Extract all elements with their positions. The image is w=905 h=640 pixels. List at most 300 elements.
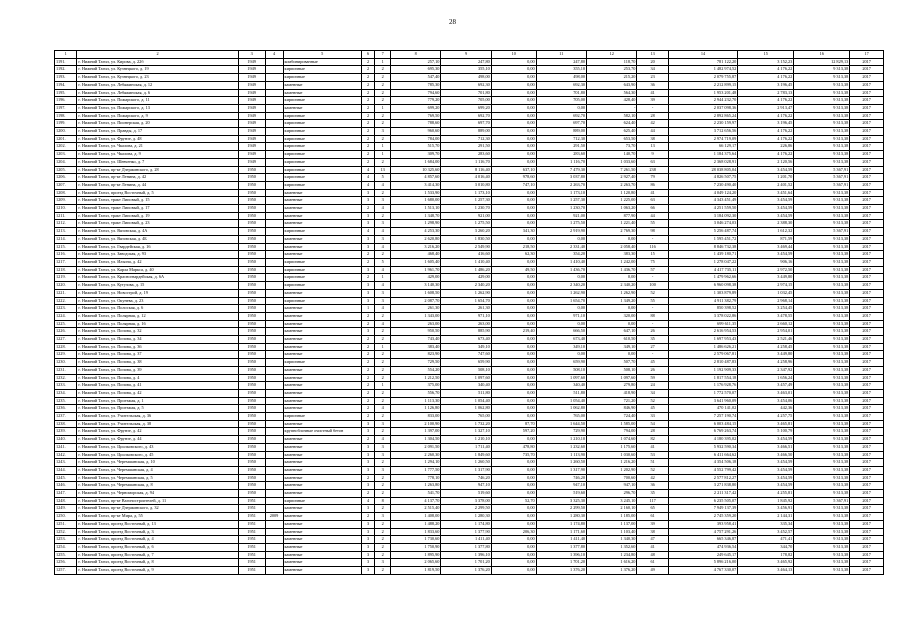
table-cell: 1 750,90 — [391, 544, 441, 552]
table-cell: г. Нижний Тагил, ул. Ильича, д. 42 — [77, 258, 238, 266]
table-cell: 769,50 — [391, 112, 441, 120]
table-cell — [265, 559, 283, 567]
table-cell: 1950 — [238, 482, 265, 490]
table-cell: 9 313,38 — [794, 428, 850, 436]
table-row — [55, 120, 884, 128]
table-cell: 9 313,38 — [794, 266, 850, 274]
table-cell — [265, 181, 283, 189]
table-cell: 349,10 — [441, 343, 491, 351]
table-cell: 2 230 159,97 — [668, 120, 737, 128]
table-cell: г. Нижний Тагил, ул. Попова, д. 42 — [77, 389, 238, 397]
table-cell: 9 313,38 — [794, 135, 850, 143]
table-cell: 3 449,80 — [738, 351, 794, 359]
table-cell: каменные — [283, 289, 361, 297]
table-cell: 2017 — [850, 66, 884, 74]
table-cell: 1951 — [238, 567, 265, 575]
table-cell: 1 352,60 — [587, 544, 637, 552]
table-cell: 9 313,38 — [794, 128, 850, 136]
table-cell — [265, 520, 283, 528]
table-cell: 1950 — [238, 328, 265, 336]
table-cell: 511,80 — [536, 389, 586, 397]
table-cell: 2 — [375, 81, 391, 89]
table-cell: 3 454,59 — [738, 205, 794, 213]
table-cell: кирпичные — [283, 74, 361, 82]
table-cell: 344,70 — [738, 544, 794, 552]
table-cell: 0,00 — [491, 482, 536, 490]
table-cell: 0,00 — [491, 104, 536, 112]
table-row — [55, 104, 884, 112]
table-cell: 7 479,30 — [536, 166, 586, 174]
table-cell: г. Нижний Тагил, ул. Кузнецкого, д. 19 — [77, 66, 238, 74]
table-cell: 3 457,49 — [738, 382, 794, 390]
table-cell: 3 — [375, 235, 391, 243]
table-cell: 0,00 — [491, 343, 536, 351]
table-cell: 416,60 — [441, 251, 491, 259]
table-cell: кирпичные — [283, 143, 361, 151]
table-cell: г. Нижний Тагил, ул. Вязовская, д. 4А — [77, 228, 238, 236]
table-row — [55, 228, 884, 236]
table-cell: 2017 — [850, 112, 884, 120]
table-cell: 0,00 — [536, 235, 586, 243]
table-cell: 471,41 — [738, 536, 794, 544]
table-cell: 1251. — [55, 520, 77, 528]
table-cell: 1950 — [238, 366, 265, 374]
table-cell: 2017 — [850, 544, 884, 552]
table-cell: 2017 — [850, 258, 884, 266]
table-cell: 960,60 — [391, 128, 441, 136]
table-cell: 508,10 — [536, 366, 586, 374]
table-cell: 2017 — [850, 474, 884, 482]
table-cell: 2 — [375, 359, 391, 367]
table-cell — [265, 428, 283, 436]
table-cell: 2017 — [850, 428, 884, 436]
table-cell: 700,60 — [587, 474, 637, 482]
table-cell: г. Нижний Тагил, ул. Карла Маркса, д. 40 — [77, 266, 238, 274]
table-cell: г. Нижний Тагил, ул. Полоская, д. 6 — [77, 305, 238, 313]
table-cell — [265, 251, 283, 259]
table-cell: 6 960 098,38 — [668, 282, 737, 290]
table-row — [55, 382, 884, 390]
table-cell: 9 313,38 — [794, 366, 850, 374]
table-cell: 9 313,38 — [794, 89, 850, 97]
table-cell: 0,00 — [491, 397, 536, 405]
table-cell: 1253. — [55, 536, 77, 544]
table-cell — [265, 336, 283, 344]
table-cell: 1 275,50 — [441, 220, 491, 228]
table-row — [55, 74, 884, 82]
table-cell: 2017 — [850, 466, 884, 474]
table-cell: 508,10 — [441, 366, 491, 374]
table-cell — [265, 274, 283, 282]
table-cell: 950,50 — [391, 328, 441, 336]
table-cell: 1950 — [238, 374, 265, 382]
table-cell: 1 097,60 — [536, 374, 586, 382]
table-cell: 62,30 — [491, 251, 536, 259]
table-cell — [265, 258, 283, 266]
table-cell: 2017 — [850, 343, 884, 351]
table-cell: 42 — [637, 474, 668, 482]
table-cell: 1248. — [55, 497, 77, 505]
table-row — [55, 428, 884, 436]
table-cell: 1 — [375, 274, 391, 282]
table-cell: 4 — [361, 497, 374, 505]
table-cell: 1 221,40 — [587, 220, 637, 228]
table-cell: 1 397,00 — [391, 428, 441, 436]
table-cell: 1950 — [238, 181, 265, 189]
table-cell: 498,00 — [536, 74, 586, 82]
table-cell: 2 944 232,70 — [668, 97, 737, 105]
table-cell: 3 — [361, 451, 374, 459]
table-cell: г. Нижний Тагил, пр-кт Вагоностроителей, д. 11 — [77, 497, 238, 505]
table-cell: каменные — [283, 528, 361, 536]
table-cell: 9 313,38 — [794, 397, 850, 405]
table-cell: 889,00 — [441, 128, 491, 136]
table-cell: 2 — [361, 158, 374, 166]
table-cell: 3 454,59 — [738, 482, 794, 490]
table-cell — [265, 174, 283, 182]
table-cell: 4 — [375, 405, 391, 413]
table-cell: 947,10 — [587, 482, 637, 490]
table-cell: 226,86 — [738, 143, 794, 151]
table-cell: 2 — [375, 474, 391, 482]
table-cell: г. Нижний Тагил, ул. Черноморская, д. 94 — [77, 490, 238, 498]
table-cell: 1 348,70 — [391, 212, 441, 220]
table-row — [55, 351, 884, 359]
table-cell: 5 367,91 — [794, 181, 850, 189]
table-cell: 3 — [375, 513, 391, 521]
table-cell: 9 313,38 — [794, 359, 850, 367]
table-cell: 2017 — [850, 81, 884, 89]
table-cell: 0,00 — [491, 436, 536, 444]
table-cell: 340,40 — [536, 382, 586, 390]
table-cell: 3 — [361, 420, 374, 428]
table-cell: г. Нижний Тагил, пр-кт Дзержинского, д. 28 — [77, 166, 238, 174]
table-cell: 695,30 — [391, 66, 441, 74]
table-cell: 291,50 — [536, 143, 586, 151]
table-cell: 4 — [375, 305, 391, 313]
table-cell: 2 — [361, 389, 374, 397]
table-cell: 38 — [637, 528, 668, 536]
table-cell: 2 065,60 — [391, 559, 441, 567]
table-cell: 0,00 — [491, 66, 536, 74]
column-header: 10 — [491, 51, 536, 59]
table-row — [55, 243, 884, 251]
table-cell: 1228. — [55, 343, 77, 351]
table-cell: г. Нижний Тагил, ул. Учительская, д. 38 — [77, 420, 238, 428]
table-cell: кирпичные — [283, 135, 361, 143]
table-cell: кирпичные — [283, 158, 361, 166]
table-row — [55, 258, 884, 266]
table-cell: г. Нижний Тагил, проезд Восточный, д. 7 — [77, 551, 238, 559]
table-cell: - — [637, 320, 668, 328]
table-cell: 2017 — [850, 289, 884, 297]
table-cell: 1 097,60 — [587, 374, 637, 382]
table-cell: 1949 — [238, 158, 265, 166]
table-row — [55, 143, 884, 151]
table-cell: 1 257,30 — [441, 197, 491, 205]
table-cell: 3 152,23 — [738, 58, 794, 66]
table-cell: 2 — [375, 428, 391, 436]
table-cell — [265, 312, 283, 320]
table-cell: 3 — [361, 235, 374, 243]
table-cell: 1 488,20 — [391, 520, 441, 528]
table-cell: 1950 — [238, 428, 265, 436]
table-cell: 0,00 — [491, 351, 536, 359]
table-cell: 1 216,20 — [587, 459, 637, 467]
table-cell: 0,00 — [491, 544, 536, 552]
table-cell: каменные — [283, 312, 361, 320]
table-cell — [265, 474, 283, 482]
table-cell: 26 — [637, 366, 668, 374]
table-cell: 705,00 — [536, 97, 586, 105]
table-cell: 1 616,20 — [587, 559, 637, 567]
table-cell: 2017 — [850, 567, 884, 575]
table-cell: 2 263,70 — [587, 181, 637, 189]
table-cell: 4 180 395,02 — [668, 436, 737, 444]
table-cell: 2 347,92 — [738, 366, 794, 374]
table-header — [55, 51, 884, 59]
table-cell: 9 — [637, 151, 668, 159]
table-row — [55, 520, 884, 528]
table-cell: 2017 — [850, 181, 884, 189]
table-cell: 9 313,38 — [794, 436, 850, 444]
table-cell: 2017 — [850, 228, 884, 236]
table-cell: 0,00 — [491, 513, 536, 521]
table-cell: 778,10 — [391, 474, 441, 482]
table-cell: 1 377,90 — [441, 528, 491, 536]
table-cell: 117 — [637, 497, 668, 505]
table-cell: 2 — [361, 120, 374, 128]
table-cell: 921,00 — [536, 212, 586, 220]
table-cell: г. Нижний Тагил, проезд Восточный, д. 6 — [77, 544, 238, 552]
table-cell: 3 — [361, 243, 374, 251]
table-cell: 712,30 — [441, 135, 491, 143]
table-cell: 3 — [361, 459, 374, 467]
table-cell: 52,70 — [491, 497, 536, 505]
table-cell: 8 — [375, 497, 391, 505]
table-cell: 39 — [637, 520, 668, 528]
table-cell: 2 913,47 — [738, 104, 794, 112]
table-cell: г. Нижний Тагил, ул. Кузнецкого, д. 23 — [77, 74, 238, 82]
table-cell: 9 313,38 — [794, 559, 850, 567]
table-cell: 1 684,00 — [391, 158, 441, 166]
table-cell — [265, 343, 283, 351]
table-cell: 247,80 — [536, 58, 586, 66]
table-cell: 1208. — [55, 189, 77, 197]
table-cell: г. Нижний Тагил, ул. Учительская, д. 36 — [77, 413, 238, 421]
table-cell: 0,00 — [491, 112, 536, 120]
table-cell — [265, 351, 283, 359]
table-cell: 1 032,45 — [738, 289, 794, 297]
table-cell: 1191. — [55, 58, 77, 66]
table-cell: 2 — [375, 413, 391, 421]
table-cell: 1 097,60 — [441, 374, 491, 382]
table-cell — [265, 482, 283, 490]
table-cell: 1 654,70 — [536, 297, 586, 305]
table-cell: 2 954,01 — [738, 328, 794, 336]
table-cell: кирпичные — [283, 228, 361, 236]
table-cell: кирпичные — [283, 151, 361, 159]
table-cell: 1950 — [238, 382, 265, 390]
table-cell: 55 — [637, 220, 668, 228]
table-cell: 697,70 — [441, 120, 491, 128]
table-cell: 44 — [637, 128, 668, 136]
table-cell: 1244. — [55, 466, 77, 474]
table-cell: 88 — [637, 312, 668, 320]
table-cell: 1217. — [55, 258, 77, 266]
table-cell: 2 160,10 — [587, 505, 637, 513]
table-cell: каменные — [283, 382, 361, 390]
table-cell: 4 343 451,49 — [668, 197, 737, 205]
table-row — [55, 405, 884, 413]
table-cell: 673,40 — [441, 336, 491, 344]
table-row — [55, 443, 884, 451]
table-cell — [265, 104, 283, 112]
column-header: 13 — [637, 51, 668, 59]
table-cell — [265, 459, 283, 467]
table-cell: 2 — [361, 66, 374, 74]
table-cell: 1204. — [55, 158, 77, 166]
table-cell: г. Нижний Тагил, ул. Новострой, д. 19 — [77, 289, 238, 297]
table-cell: 2017 — [850, 320, 884, 328]
table-cell: 1 234,80 — [587, 551, 637, 559]
table-cell: 4 — [375, 320, 391, 328]
table-cell: 3 216,20 — [391, 243, 441, 251]
table-cell — [265, 58, 283, 66]
table-cell: 2017 — [850, 366, 884, 374]
table-cell: 498,00 — [441, 74, 491, 82]
table-cell: 1949 — [238, 151, 265, 159]
table-cell: 1 260,50 — [536, 459, 586, 467]
table-cell: 1 479 962,66 — [668, 274, 737, 282]
table-cell: 0,00 — [491, 312, 536, 320]
table-cell: г. Нижний Тагил, проезд Восточный, д. 3 — [77, 528, 238, 536]
table-cell: 1 327,10 — [441, 428, 491, 436]
table-cell: каменные — [283, 459, 361, 467]
table-cell — [265, 567, 283, 575]
table-body — [55, 58, 884, 574]
table-cell: г. Нижний Тагил, ул. Гвардейская, д. 16 — [77, 243, 238, 251]
table-cell: 54 — [637, 420, 668, 428]
table-cell: 1 317,90 — [536, 466, 586, 474]
table-cell: 2 — [361, 374, 374, 382]
table-cell: 3 — [375, 197, 391, 205]
table-cell: 3 465,81 — [738, 420, 794, 428]
table-cell: 75 — [637, 258, 668, 266]
table-cell: 35 — [637, 336, 668, 344]
table-cell: 3 — [375, 220, 391, 228]
table-cell: 3 — [361, 482, 374, 490]
table-cell: 23 — [637, 74, 668, 82]
table-cell: 206,30 — [491, 528, 536, 536]
table-cell: 2 616 954,53 — [668, 328, 737, 336]
table-cell: 9 313,38 — [794, 320, 850, 328]
table-cell: 2017 — [850, 551, 884, 559]
table-cell: 335,34 — [738, 520, 794, 528]
table-cell: 1950 — [238, 351, 265, 359]
table-cell: 2 — [361, 359, 374, 367]
table-cell: 2017 — [850, 490, 884, 498]
table-cell: 3 378,00 — [441, 497, 491, 505]
table-cell: 3 464,13 — [738, 567, 794, 575]
table-cell: 0,00 — [587, 235, 637, 243]
table-cell: 2017 — [850, 197, 884, 205]
table-cell: 2017 — [850, 559, 884, 567]
table-cell: 2017 — [850, 359, 884, 367]
table-cell: 9 313,38 — [794, 544, 850, 552]
table-cell: 3 196,45 — [738, 120, 794, 128]
table-cell: 2017 — [850, 266, 884, 274]
table-cell: 1197. — [55, 104, 77, 112]
table-cell: 474 936,54 — [668, 544, 737, 552]
table-cell: 1950 — [238, 436, 265, 444]
table-cell: 1 — [375, 104, 391, 112]
table-cell: 1949 — [238, 104, 265, 112]
table-cell: 320,00 — [587, 312, 637, 320]
table-cell: 1205. — [55, 166, 77, 174]
table-cell: 51 — [637, 459, 668, 467]
table-cell: 1211. — [55, 212, 77, 220]
table-cell: каменные — [283, 544, 361, 552]
table-cell: г. Нижний Тагил, ул. Вязовская, д. 4Б — [77, 235, 238, 243]
table-cell: 3 469,44 — [738, 243, 794, 251]
table-cell: 0,00 — [491, 235, 536, 243]
table-cell: 9 313,38 — [794, 197, 850, 205]
table-cell: кирпичные — [283, 166, 361, 174]
table-row — [55, 174, 884, 182]
table-cell: 1 411,40 — [536, 536, 586, 544]
table-cell: 1950 — [238, 420, 265, 428]
table-cell: 2 — [375, 567, 391, 575]
table-cell: г. Нижний Тагил, ул. Попова, д. 4 — [77, 374, 238, 382]
table-cell: 0,00 — [491, 559, 536, 567]
table-cell: 2 — [375, 112, 391, 120]
table-cell: 5 100,79 — [738, 428, 794, 436]
table-cell: 2017 — [850, 74, 884, 82]
table-cell: 13 — [375, 166, 391, 174]
table-cell: 219,40 — [491, 328, 536, 336]
table-cell: 1951 — [238, 559, 265, 567]
table-cell: 2 — [361, 128, 374, 136]
table-cell: 9 313,38 — [794, 490, 850, 498]
table-cell: кирпичные — [283, 174, 361, 182]
table-row — [55, 413, 884, 421]
table-cell: 1 054,40 — [536, 397, 586, 405]
table-cell: 705,00 — [441, 97, 491, 105]
table-cell: 3 478,55 — [738, 312, 794, 320]
table-cell: 2 340,20 — [536, 282, 586, 290]
table-cell: 0,00 — [491, 474, 536, 482]
table-cell: 1 777,50 — [391, 466, 441, 474]
table-cell: 1950 — [238, 189, 265, 197]
table-cell: 0,00 — [491, 389, 536, 397]
table-cell: 1950 — [238, 413, 265, 421]
table-cell: 1949 — [238, 97, 265, 105]
table-cell: 1236. — [55, 405, 77, 413]
table-cell — [265, 551, 283, 559]
table-cell: 850 398,52 — [668, 305, 737, 313]
table-cell: 2017 — [850, 382, 884, 390]
table-cell: г. Нижний Тагил, проезд Восточный, д. 13 — [77, 520, 238, 528]
table-cell: 9 313,38 — [794, 328, 850, 336]
table-cell: 1 030,60 — [587, 451, 637, 459]
table-cell: 9 313,38 — [794, 520, 850, 528]
table-cell: 2 — [361, 112, 374, 120]
table-cell: 2 — [361, 320, 374, 328]
table-cell: 2 — [375, 89, 391, 97]
table-cell: г. Нижний Тагил, проезд Восточный, д. 4 — [77, 536, 238, 544]
table-cell: 42 — [637, 120, 668, 128]
